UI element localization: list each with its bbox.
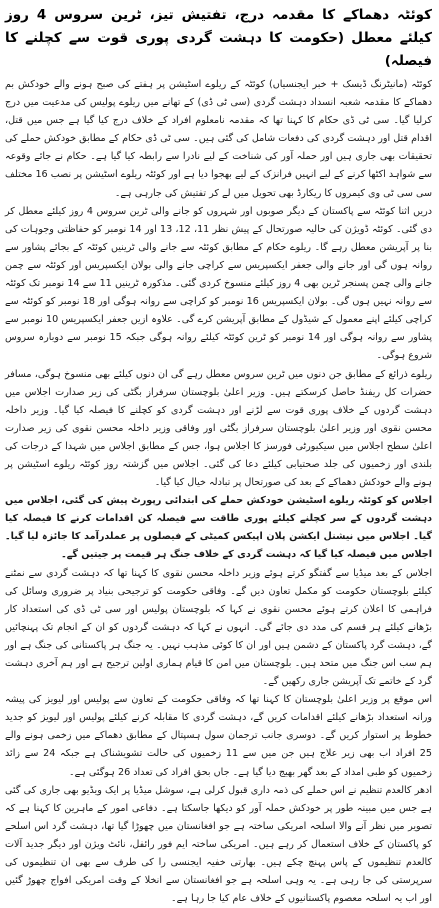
paragraph: ادھر کالعدم تنظیم نے اس حملے کی ذمہ داری قبول کرلی ہے، سوشل میڈیا پر ایک ویڈیو بھی جاری کی گئی ہے جس میں مبینہ طور پر خودکش حملہ آور کو دیکھا جاسکتا ہے۔ دفاعی امور کے ماہرین کا کہنا ہے کہ تصویر میں نظر آنے والا اسلحہ امریکی ساختہ ہے جو افغانستان میں چھوڑا گیا تھا، دہشت گرد اس اسلحے کو پاکستان کے خلاف استعمال کر رہے ہیں۔ امریکی ساختہ ایم فور رائفل، نائٹ ویژن اور دیگر جدید آلات کالعدم تنظیموں کے پاس پہنچ چکے ہیں۔ بھارتی خفیہ ایجنسی را کی طرف سے بھی ان تنظیموں کی سرپرستی کی جا رہی ہے۔ یہ وہی اسلحہ ہے جو افغانستان سے انخلا کے وقت امریکی افواج چھوڑ گئیں اور اب یہ اسلحہ معصوم پاکستانیوں کے خلاف عام کیا جا رہا ہے۔ bbox=[5, 784, 432, 905]
paragraph: کوئٹہ (مانیٹرنگ ڈیسک + خبر ایجنسیاں) کوئٹہ کے ریلوے اسٹیشن پر ہفتے کی صبح ہونے والے خودکش بم دھماکے کا مقدمہ شعبہ انسداد دہشت گردی (سی ٹی ڈی) کے تھانے میں ریلوے پولیس کی مدعیت میں درج کرلیا گیا۔ سی ٹی ڈی حکام کا کہنا تھا کہ مقدمہ نامعلوم افراد کے خلاف درج کیا گیا ہے جس میں قتل، اقدام قتل اور دہشت گردی کی دفعات شامل کی گئی ہیں۔ سی ٹی ڈی حکام کے مطابق خودکش حملے کی تحقیقات بھی جاری ہیں اور حملہ آور کی شناخت کے لیے نادرا سے رابطہ کیا گیا ہے۔ حکام نے جائے وقوعہ سے شواہد اکٹھا کرنے کے لیے انہیں فرانزک کے لیے بھجوا دیا ہے اور کوئٹہ ریلوے اسٹیشن پر نصب 16 مختلف سی سی ٹی وی کیمروں کا ریکارڈ بھی تحویل میں لے کر تفتیش کی جارہی ہے۔ bbox=[5, 79, 432, 199]
headline: کوئٹہ دھماکے کا مقدمہ درج، تفتیش تیز، ٹرین سروس 4 روز کیلئے معطل (حکومت کا دہشت گردی پوری قوت سے کچلنے کا فیصلہ) bbox=[5, 7, 432, 69]
paragraph: اجلاس کو کوئٹہ ریلوے اسٹیشن خودکش حملے کی ابتدائی رپورٹ پیش کی گئی، اجلاس میں دہشت گردوں کے سر کچلنے کیلئے پوری طاقت سے فیصلہ کن اقدامات کرنے کا فیصلہ کیا گیا۔ اجلاس میں نیشنل ایکشن پلان اپیکس کمیٹی کے فیصلوں پر عملدرآمد کا جائزہ لیا گیا۔ اجلاس میں فیصلہ کیا گیا کہ دہشت گردی کے خلاف جنگ ہر قیمت پر جیتیں گے۔ bbox=[5, 495, 432, 561]
paragraph: اجلاس کے بعد میڈیا سے گفتگو کرتے ہوئے وزیر داخلہ محسن نقوی کا کہنا تھا کہ دہشت گردی سے نمٹنے کیلئے بلوچستان حکومت کو مکمل تعاون دیں گے۔ وفاقی حکومت کو ترجیحی بنیاد پر ضروری وسائل کی فراہمی کا اعلان کرتے ہوئے محسن نقوی نے کہا کہ بلوچستان پولیس اور سی ٹی ڈی کی استعداد کار بڑھانے کیلئے ہر قسم کی مدد دی جائے گی۔ انہوں نے کہا کہ دہشت گردوں کو ان کے انجام تک پہنچائیں گے، دہشت گرد پاکستان کے دشمن ہیں اور ان کا کوئی مذہب نہیں۔ یہ جنگ ہر پاکستانی کی جنگ ہے اور ہم سب اس جنگ میں متحد ہیں۔ بلوچستان میں امن کا قیام ہماری اولین ترجیح ہے اور ہم آخری دہشت گرد کے خاتمے تک آپریشن جاری رکھیں گے۔ bbox=[5, 567, 432, 688]
paragraph: دریں اثنا کوئٹہ سے پاکستان کے دیگر صوبوں اور شہروں کو جانے والی ٹرین سروس 4 روز کیلئے معطل کر دی گئی۔ کوئٹہ ڈویژن کی حالیہ صورتحال کے پیش نظر 11، 12، 13 اور 14 نومبر کو حفاظتی وجوہات کی بنا پر آپریشن معطل رہے گا۔ ریلوے حکام کے مطابق کوئٹہ سے جانے والی ٹرینیں کوئٹہ کے بجائے پشاور سے روانہ ہوں گی اور جانے والی جعفر ایکسپریس سے کراچی جانے والی بولان ایکسپریس اور کوئٹہ سے چمن جانے والی چمن پسنجر ٹرین بھی 4 روز کیلئے منسوخ کردی گئی۔ مذکورہ ٹرینیں 11 سے 14 نومبر تک کوئٹہ سے روانہ نہیں ہوں گی۔ بولان ایکسپریس 16 نومبر کو کراچی سے روانہ ہوگی اور 18 نومبر کو کوئٹہ سے کراچی کیلئے اپنے معمول کے شیڈول کے مطابق آپریشن کرے گی۔ علاوہ ازیں جعفر ایکسپریس 10 نومبر سے پشاور سے روانہ ہوگی اور 14 نومبر کو ٹرین کوئٹہ کیلئے روانہ ہوگی جبکہ 15 نومبر سے دوبارہ سروس شروع ہوگی۔ bbox=[5, 205, 433, 362]
article-body bbox=[5, 76, 432, 908]
paragraph: اس موقع پر وزیر اعلیٰ بلوچستان کا کہنا تھا کہ وفاقی حکومت کے تعاون سے پولیس اور لیویز کی پیشہ ورانہ استعداد بڑھانے کیلئے اقدامات کریں گے، دہشت گردی کا مقابلہ کرنے کیلئے پولیس اور لیویز کو جدید خطوط پر استوار کریں گے۔ دوسری جانب ترجمان سول ہسپتال کے مطابق دھماکے میں زخمی ہونے والے 25 افراد اب بھی زیر علاج ہیں جن میں سے 11 زخمیوں کی حالت تشویشناک ہے جبکہ 24 سے زائد زخمیوں کو طبی امداد کے بعد گھر بھیج دیا گیا ہے۔ جاں بحق افراد کی تعداد 26 ہوگئی ہے۔ bbox=[5, 694, 432, 778]
paragraph: ریلوے ذرائع کے مطابق جن دنوں میں ٹرین سروس معطل رہے گی ان دنوں کیلئے بھی منسوخ ہوگی، مسافر حضرات کل ریفنڈ حاصل کرسکتے ہیں۔ وزیر اعلیٰ بلوچستان سرفراز بگٹی کی زیر صدارت اجلاس میں دہشت گردوں کے خلاف پوری قوت سے لڑنے اور دہشت گردی کو کچلنے کا فیصلہ کیا گیا۔ وزیر داخلہ محسن نقوی اور وزیر اعلیٰ بلوچستان سرفراز بگٹی اور وفاقی وزیر داخلہ محسن نقوی کی زیر صدارت اعلیٰ سطح اجلاس میں سیکیورٹی فورسز کا اجلاس ہوا، جس کے مطابق اجلاس میں شہدا کے درجات کی بلندی اور زخمیوں کی جلد صحتیابی کیلئے دعا کی گئی۔ اجلاس میں گزشتہ روز کوئٹہ ریلوے اسٹیشن پر ہونے والے خودکش دھماکے کے بعد کی صورتحال پر تبادلہ خیال کیا گیا۔ bbox=[5, 368, 432, 489]
